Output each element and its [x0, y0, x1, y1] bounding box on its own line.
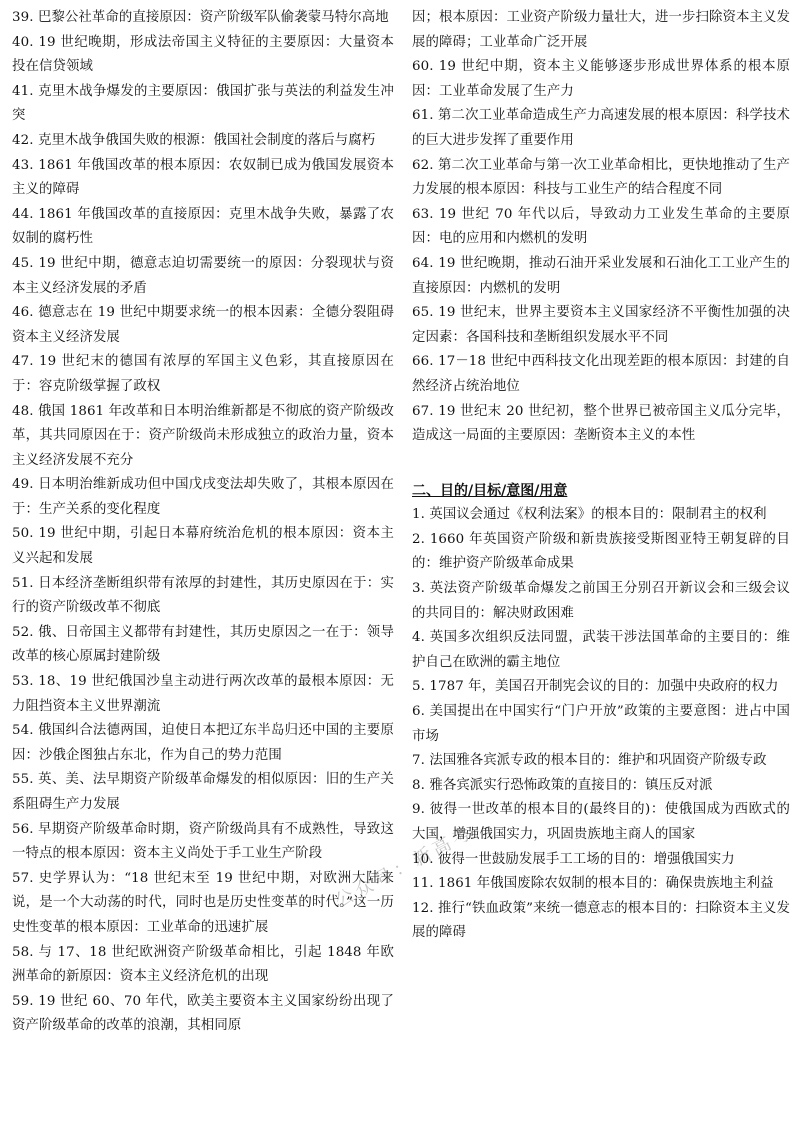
list-item: 42. 克里木战争俄国失败的根源：俄国社会制度的落后与腐朽: [12, 132, 376, 148]
list-item: 67. 19 世纪末 20 世纪初，整个世界已被帝国主义瓜分完毕，造成这一局面的主要原因：垄断资本主义的本性: [412, 403, 790, 444]
list-item: 60. 19 世纪中期，资本主义能够逐步形成世界体系的根本原因：工业革命发展了生产力: [412, 59, 790, 99]
list-item: 11. 1861 年俄国废除农奴制的根本目的：确保贵族地主利益: [412, 876, 774, 892]
section-spacer: [412, 449, 790, 479]
section-heading: 二、目的/目标/意图/用意: [412, 482, 568, 499]
list-item: 2. 1660 年英国资产阶级和新贵族接受斯图亚特王朝复辟的目的：维护资产阶级革命成果: [412, 531, 790, 572]
list-item: 48. 俄国 1861 年改革和日本明治维新都是不彻底的资产阶级改革，其共同原因在于：资产阶级尚未形成独立的政治力量，资本主义经济发展不充分: [12, 403, 394, 468]
left-column: [12, 6, 394, 1130]
list-item: 46. 德意志在 19 世纪中期要求统一的根本因素：全德分裂阻碍资本主义经济发展: [12, 305, 394, 345]
list-item: 1. 英国议会通过《权利法案》的根本目的：限制君主的权利: [412, 507, 767, 523]
list-item: 3. 英法资产阶级革命爆发之前国王分别召开新议会和三级会议的共同目的：解决财政困难: [412, 581, 790, 621]
list-item: 44. 1861 年俄国改革的直接原因：克里木战争失败，暴露了农奴制的腐朽性: [12, 206, 394, 247]
list-item: 56. 早期资产阶级革命时期，资产阶级尚具有不成熟性，导致这一特点的根本原因：资本主义尚处于手工业生产阶段: [12, 821, 394, 862]
list-item: 43. 1861 年俄国改革的根本原因：农奴制已成为俄国发展资本主义的障碍: [12, 157, 394, 198]
list-item: 66. 17－18 世纪中西科技文化出现差距的根本原因：封建的自然经济占统治地位: [412, 354, 790, 394]
right-column-top: [412, 6, 790, 449]
list-item: 6. 美国提出在中国实行“门户开放”政策的主要意图：进占中国市场: [412, 704, 790, 744]
right-column: [412, 6, 790, 1130]
list-item: 12. 推行“铁血政策”来统一德意志的根本目的：扫除资本主义发展的障碍: [412, 900, 790, 941]
list-item: 7. 法国雅各宾派专政的根本目的：维护和巩固资产阶级专政: [412, 753, 767, 769]
list-item: 4. 英国多次组织反法同盟，武装干涉法国革命的主要目的：维护自己在欧洲的霸主地位: [412, 630, 790, 670]
list-item: 52. 俄、日帝国主义都带有封建性，其历史原因之一在于：领导改革的核心原属封建阶级: [12, 624, 394, 665]
list-item: 55. 英、美、法早期资产阶级革命爆发的相似原因：旧的生产关系阻碍生产力发展: [12, 772, 394, 812]
list-item: 54. 俄国纠合法德两国，迫使日本把辽东半岛归还中国的主要原因：沙俄企图独占东北，作为自己的势力范围: [12, 723, 394, 763]
list-item: 57. 史学界认为：“18 世纪末至 19 世纪中期，对欧洲大陆来说，是一个大动荡的时代，同时也是历史性变革的时代。”这一历史性变革的根本原因：工业革命的迅速扩展: [12, 870, 394, 935]
watermark: 公众号：新高考: [331, 821, 478, 913]
list-item: 58. 与 17、18 世纪欧洲资产阶级革命相比，引起 1848 年欧洲革命的新原因：资本主义经济危机的出现: [12, 944, 394, 985]
list-item: 53. 18、19 世纪俄国沙皇主动进行两次改革的最根本原因：无力阻挡资本主义世界潮流: [12, 674, 394, 714]
list-item: 5. 1787 年，美国召开制宪会议的目的：加强中央政府的权力: [412, 679, 779, 695]
list-item: 45. 19 世纪中期，德意志迫切需要统一的原因：分裂现状与资本主义经济发展的矛盾: [12, 255, 394, 296]
list-item: 8. 雅各宾派实行恐怖政策的直接目的：镇压反对派: [412, 777, 713, 793]
list-item: 40. 19 世纪晚期，形成法帝国主义特征的主要原因：大量资本投在信贷领域: [12, 34, 394, 75]
list-item: 65. 19 世纪末，世界主要资本主义国家经济不平衡性加强的决定因素：各国科技和垄断组织发展水平不同: [412, 305, 790, 345]
list-item: 64. 19 世纪晚期，推动石油开采业发展和石油化工工业产生的直接原因：内燃机的发明: [412, 255, 790, 296]
right-column-bottom: [412, 503, 790, 946]
list-item: 51. 日本经济垄断组织带有浓厚的封建性，其历史原因在于：实行的资产阶级改革不彻底: [12, 575, 394, 616]
list-item: 41. 克里木战争爆发的主要原因：俄国扩张与英法的利益发生冲突: [12, 83, 394, 124]
list-item: 9. 彼得一世改革的根本目的(最终目的)：使俄国成为西欧式的大国，增强俄国实力，巩固贵族地主商人的国家: [412, 802, 790, 842]
list-item: 39. 巴黎公社革命的直接原因：资产阶级军队偷袭蒙马特尔高地: [12, 10, 389, 25]
list-item: 59. 19 世纪 60、70 年代，欧美主要资本主义国家纷纷出现了资产阶级革命的改革的浪潮，其相同原: [12, 993, 394, 1034]
list-item: 49. 日本明治维新成功但中国戊戌变法却失败了，其根本原因在于：生产关系的变化程度: [12, 477, 394, 517]
list-item: 因；根本原因：工业资产阶级力量壮大，进一步扫除资本主义发展的障碍；工业革命广泛开展: [412, 10, 790, 50]
list-item: 50. 19 世纪中期，引起日本幕府统治危机的根本原因：资本主义兴起和发展: [12, 526, 394, 567]
list-item: 47. 19 世纪末的德国有浓厚的军国主义色彩，其直接原因在于：容克阶级掌握了政权: [12, 354, 394, 394]
list-item: 10. 彼得一世鼓励发展手工工场的目的：增强俄国实力: [412, 851, 735, 867]
list-item: 62. 第二次工业革命与第一次工业革命相比，更快地推动了生产力发展的根本原因：科技与工业生产的结合程度不同: [412, 157, 790, 198]
list-item: 61. 第二次工业革命造成生产力高速发展的根本原因：科学技术的巨大进步发挥了重要作用: [412, 108, 790, 148]
list-item: 63. 19 世纪 70 年代以后，导致动力工业发生革命的主要原因：电的应用和内燃机的发明: [412, 206, 790, 247]
